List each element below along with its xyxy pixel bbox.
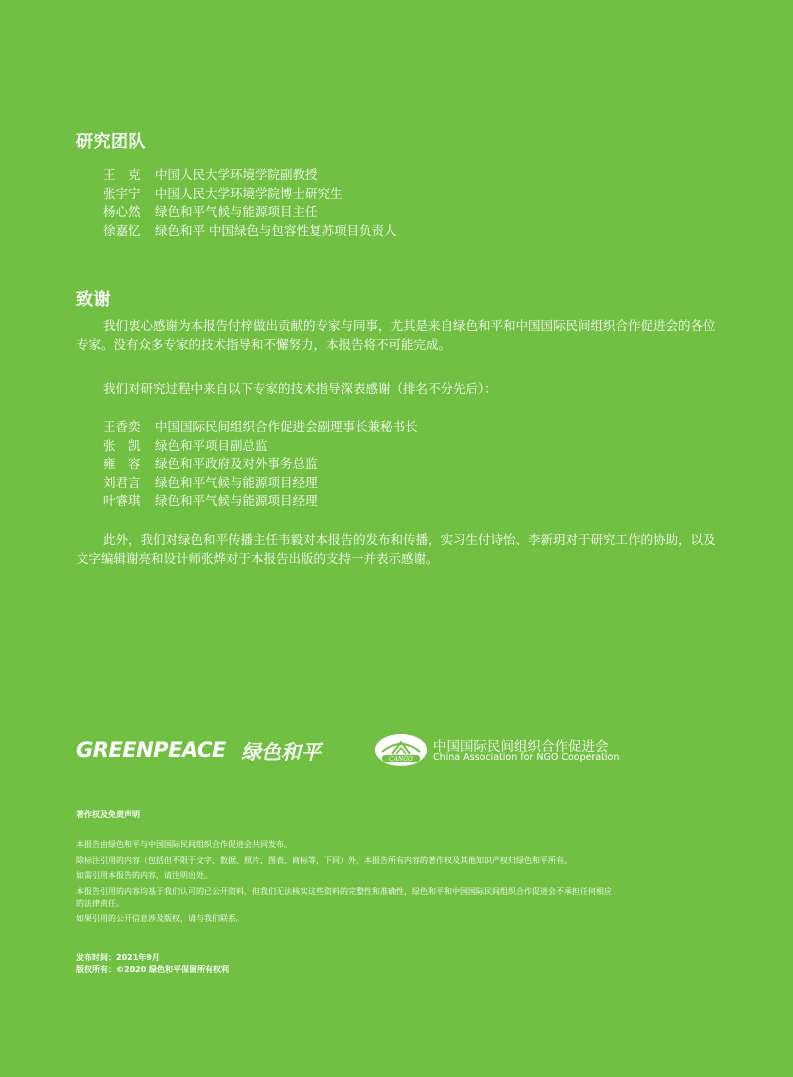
team-heading: 研究团队 bbox=[76, 132, 146, 152]
expert-role: 中国国际民间组织合作促进会副理事长兼秘书长 bbox=[155, 419, 418, 434]
team-member bbox=[103, 166, 318, 184]
expert-item bbox=[103, 492, 318, 510]
thanks-heading: 致谢 bbox=[76, 290, 111, 310]
member-role: 绿色和平气候与能源项目主任 bbox=[155, 204, 318, 219]
publish-date: 发布时间：2021年9月 bbox=[76, 953, 160, 962]
member-role: 中国人民大学环境学院副教授 bbox=[155, 167, 318, 182]
disclaimer-line: 如果引用的公开信息涉及版权，请与我们联系。 bbox=[76, 914, 244, 923]
member-name: 杨心然 bbox=[103, 204, 141, 219]
expert-role: 绿色和平政府及对外事务总监 bbox=[155, 456, 318, 471]
disclaimer-line: 的法律责任。 bbox=[76, 899, 124, 908]
expert-name: 刘君言 bbox=[103, 475, 141, 490]
thanks-paragraph-3: 此外，我们对绿色和平传播主任韦毅对本报告的发布和传播，实习生付诗怡、李新玥对于研究工作的协助，以及文字编辑谢亮和设计师张烨对于本报告出版的支持一并表示感谢。 bbox=[76, 532, 716, 566]
disclaimer-line: 除标注引用的内容（包括但不限于文字、数据、照片、图表、商标等，下同）外，本报告所有内容的著作权及其他知识产权归绿色和平所有。 bbox=[76, 856, 572, 865]
member-role: 绿色和平 中国绿色与包容性复苏项目负责人 bbox=[155, 223, 397, 238]
expert-item bbox=[103, 437, 268, 455]
expert-item bbox=[103, 455, 318, 473]
expert-name: 雍 容 bbox=[103, 456, 141, 471]
cango-name-cn: 中国国际民间组织合作促进会 bbox=[433, 739, 609, 755]
disclaimer-line: 本报告由绿色和平与中国国际民间组织合作促进会共同发布。 bbox=[76, 840, 292, 849]
thanks-paragraph-1: 我们衷心感谢为本报告付梓做出贡献的专家与同事，尤其是来自绿色和平和中国国际民间组织合作促进会的各位专家。没有众多专家的技术指导和不懈努力，本报告将不可能完成。 bbox=[76, 318, 716, 352]
member-role: 中国人民大学环境学院博士研究生 bbox=[155, 186, 343, 201]
greenpeace-cn-logo: 绿色和平 bbox=[241, 740, 321, 764]
expert-role: 绿色和平气候与能源项目经理 bbox=[155, 475, 318, 490]
disclaimer-line: 如需引用本报告的内容，请注明出处。 bbox=[76, 871, 212, 880]
member-name: 徐嘉忆 bbox=[103, 223, 141, 238]
member-name: 张宇宁 bbox=[103, 186, 141, 201]
disclaimer-heading: 著作权及免责声明 bbox=[76, 810, 140, 819]
disclaimer-line: 本报告引用的内容均基于我们认可的已公开资料，但我们无法核实这些资料的完整性和准确性，绿色和平和中国国际民间组织合作促进会不承担任何相应 bbox=[76, 887, 612, 896]
expert-role: 绿色和平气候与能源项目经理 bbox=[155, 493, 318, 508]
expert-role: 绿色和平项目副总监 bbox=[155, 438, 268, 453]
expert-item bbox=[103, 418, 418, 436]
cango-emblem-icon bbox=[374, 732, 428, 768]
team-member bbox=[103, 185, 343, 203]
cango-badge-text: CANGO bbox=[389, 756, 413, 763]
expert-name: 叶睿琪 bbox=[103, 493, 141, 508]
thanks-paragraph-2: 我们对研究过程中来自以下专家的技术指导深表感谢（排名不分先后）： bbox=[103, 381, 497, 396]
cango-name-en: China Association for NGO Cooperation bbox=[433, 752, 620, 763]
expert-name: 王香奕 bbox=[103, 419, 141, 434]
member-name: 王 克 bbox=[103, 167, 141, 182]
greenpeace-logo: GREENPEACE bbox=[76, 738, 226, 762]
team-member bbox=[103, 222, 396, 240]
copyright: 版权所有：©2020 绿色和平保留所有权利 bbox=[76, 965, 230, 974]
expert-item bbox=[103, 474, 318, 492]
expert-name: 张 凯 bbox=[103, 438, 141, 453]
team-member bbox=[103, 203, 318, 221]
